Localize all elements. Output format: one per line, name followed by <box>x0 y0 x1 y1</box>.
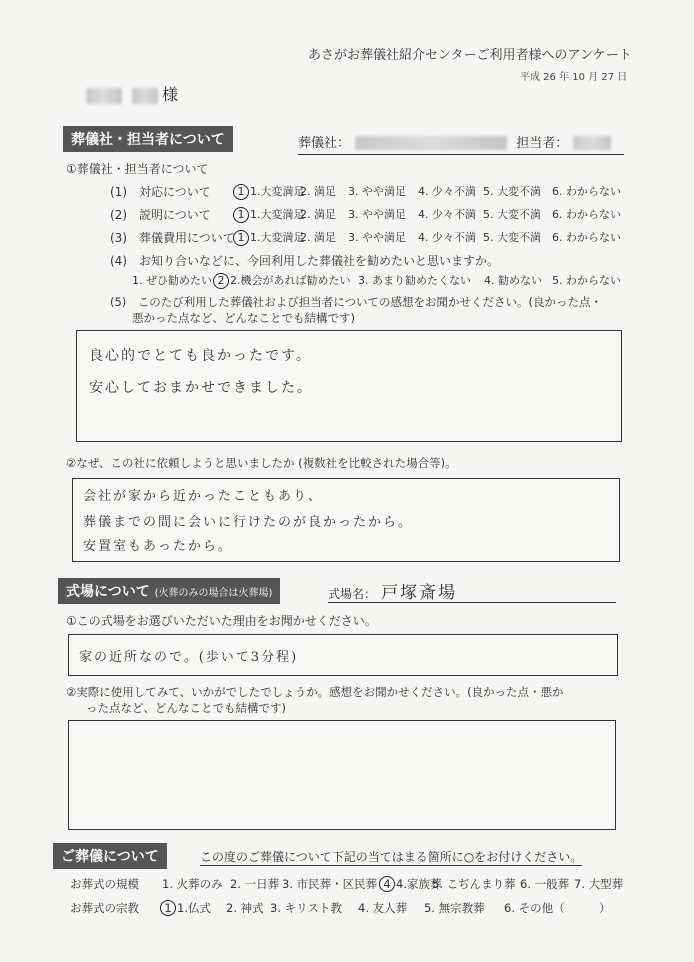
rating-option[interactable]: 3. やや満足 <box>348 185 406 198</box>
section-heading-note: (火葬のみの場合は火葬場) <box>154 588 273 599</box>
answer-box-venue-reason[interactable] <box>68 634 618 676</box>
q1-3-label: (3) 葬儀費用について <box>110 231 235 245</box>
honorific: 様 <box>162 85 179 104</box>
section-heading-company: 葬儀社・担当者について <box>63 126 233 152</box>
rating-option[interactable]: 6. わからない <box>552 231 621 244</box>
selected-mark: 1 <box>233 207 249 223</box>
redacted-company <box>355 136 507 150</box>
venue-q2: ②実際に使用してみて、いかがでしたでしょうか。感想をお聞かせください。(良かった点・悪か <box>66 685 564 699</box>
venue-answer1: 家の近所なので。(歩いて3分程) <box>79 650 299 665</box>
religion-label: お葬式の宗教 <box>70 901 139 915</box>
rating-option[interactable]: 3. やや満足 <box>348 208 406 221</box>
answer-box-impression[interactable] <box>76 330 622 442</box>
religion-option[interactable]: 3. キリスト教 <box>270 901 342 915</box>
rating-option[interactable]: 4. 少々不満 <box>418 231 476 244</box>
answer1-line2: 安心しておまかせできました。 <box>89 380 313 396</box>
funeral-instruction: この度のご葬儀について下記の当てはまる箇所に○をお付けください。 <box>200 850 583 864</box>
answer2-line2: 葬儀までの間に会いに行けたのが良かったから。 <box>83 515 414 530</box>
scale-option[interactable]: 7. 大型葬 <box>574 877 624 891</box>
survey-date: 平成 26 年 10 月 27 日 <box>520 72 628 83</box>
religion-option-selected[interactable]: 1 1.仏式 <box>160 900 211 916</box>
scale-option[interactable]: 6. 一般葬 <box>520 877 570 891</box>
answer-box-reason[interactable] <box>72 478 620 562</box>
recommend-option[interactable]: 1. ぜひ勧めたい <box>132 274 212 287</box>
venue-name: 戸塚斎場 <box>381 583 458 603</box>
redacted-staff <box>573 136 611 150</box>
selected-mark: 1 <box>233 184 249 200</box>
answer1-line1: 良心的でとても良かったです。 <box>89 348 312 364</box>
rating-option[interactable]: 2. 満足 <box>300 231 336 244</box>
scale-option[interactable]: 3. 市民葬・区民葬 <box>282 877 378 891</box>
scale-option[interactable]: 5. こぢんまり葬 <box>432 877 516 891</box>
religion-option[interactable]: 2. 神式 <box>226 901 264 915</box>
q1-1-label: (1) 対応について <box>110 185 211 199</box>
rating-option[interactable]: 6. わからない <box>552 208 621 221</box>
selected-mark: 1 <box>233 230 249 246</box>
rating-option[interactable]: 5. 大変不満 <box>483 208 541 221</box>
rating-option-selected[interactable]: 1 1.大変満足 <box>233 206 305 223</box>
venue-label: 式場名： <box>328 587 377 601</box>
survey-title: あさがお葬儀社紹介センターご利用者様へのアンケート <box>308 48 632 63</box>
redacted-surname <box>86 88 122 104</box>
rating-option-selected[interactable]: 1 1.大変満足 <box>233 229 305 246</box>
scale-option-selected[interactable]: 4 4.家族葬 <box>379 876 441 892</box>
rating-option[interactable]: 5. 大変不満 <box>483 231 541 244</box>
recommend-option[interactable]: 5. わからない <box>552 274 621 287</box>
venue-q1: ①この式場をお選びいただいた理由をお聞かせください。 <box>66 614 377 628</box>
q1-5-label: (5) このたび利用した葬儀社および担当者についての感想をお聞かせください。(良かった点・ <box>110 295 603 309</box>
venue-line <box>328 578 616 603</box>
rating-option[interactable]: 4. 少々不満 <box>418 208 476 221</box>
recommend-option-selected[interactable]: 2 2.機会があれば勧めたい <box>213 272 351 289</box>
answer2-line1: 会社が家から近かったこともあり、 <box>83 489 324 504</box>
rating-option[interactable]: 4. 少々不満 <box>418 185 476 198</box>
scale-label: お葬式の規模 <box>70 877 139 891</box>
scale-option[interactable]: 2. 一日葬 <box>230 877 280 891</box>
recommend-option[interactable]: 4. 勧めない <box>484 274 542 287</box>
religion-option[interactable]: 5. 無宗教葬 <box>424 901 485 915</box>
religion-option[interactable]: 6. その他（ ） <box>504 901 611 915</box>
venue-q2-cont: った点など、どんなことでも結構です) <box>86 701 286 715</box>
answer-box-venue-impression[interactable] <box>68 720 616 830</box>
redacted-given-name <box>132 88 158 104</box>
respondent-name <box>86 82 178 105</box>
q2-title: ②なぜ、この社に依頼しようと思いましたか (複数社を比較された場合等)。 <box>66 456 457 470</box>
q1-title: ①葬儀社・担当者について <box>66 162 209 176</box>
scale-option[interactable]: 1. 火葬のみ <box>162 877 223 891</box>
selected-mark: 2 <box>213 273 229 289</box>
selected-mark: 4 <box>379 876 395 892</box>
rating-option-selected[interactable]: 1 1.大変満足 <box>233 183 305 200</box>
section-heading-funeral: ご葬儀について <box>53 843 167 869</box>
recommend-option[interactable]: 3. あまり勧めたくない <box>358 274 471 287</box>
q1-2-label: (2) 説明について <box>110 208 211 222</box>
rating-option[interactable]: 2. 満足 <box>300 208 336 221</box>
religion-option[interactable]: 4. 友人葬 <box>358 901 408 915</box>
section-heading-venue: 式場について (火葬のみの場合は火葬場) <box>58 578 280 604</box>
rating-option[interactable]: 6. わからない <box>552 185 621 198</box>
rating-option[interactable]: 5. 大変不満 <box>483 185 541 198</box>
rating-option[interactable]: 2. 満足 <box>300 185 336 198</box>
staff-label: 担当者： <box>516 136 569 151</box>
company-staff-line <box>298 132 624 155</box>
rating-option[interactable]: 3. やや満足 <box>348 231 406 244</box>
company-label: 葬儀社： <box>298 136 351 151</box>
q1-5-label-cont: 悪かった点など、どんなことでも結構です) <box>132 311 355 325</box>
answer2-line3: 安置室もあったから。 <box>83 539 233 554</box>
q1-4-label: (4) お知り合いなどに、今回利用した葬儀社を勧めたいと思いますか。 <box>110 254 500 268</box>
selected-mark: 1 <box>160 900 176 916</box>
